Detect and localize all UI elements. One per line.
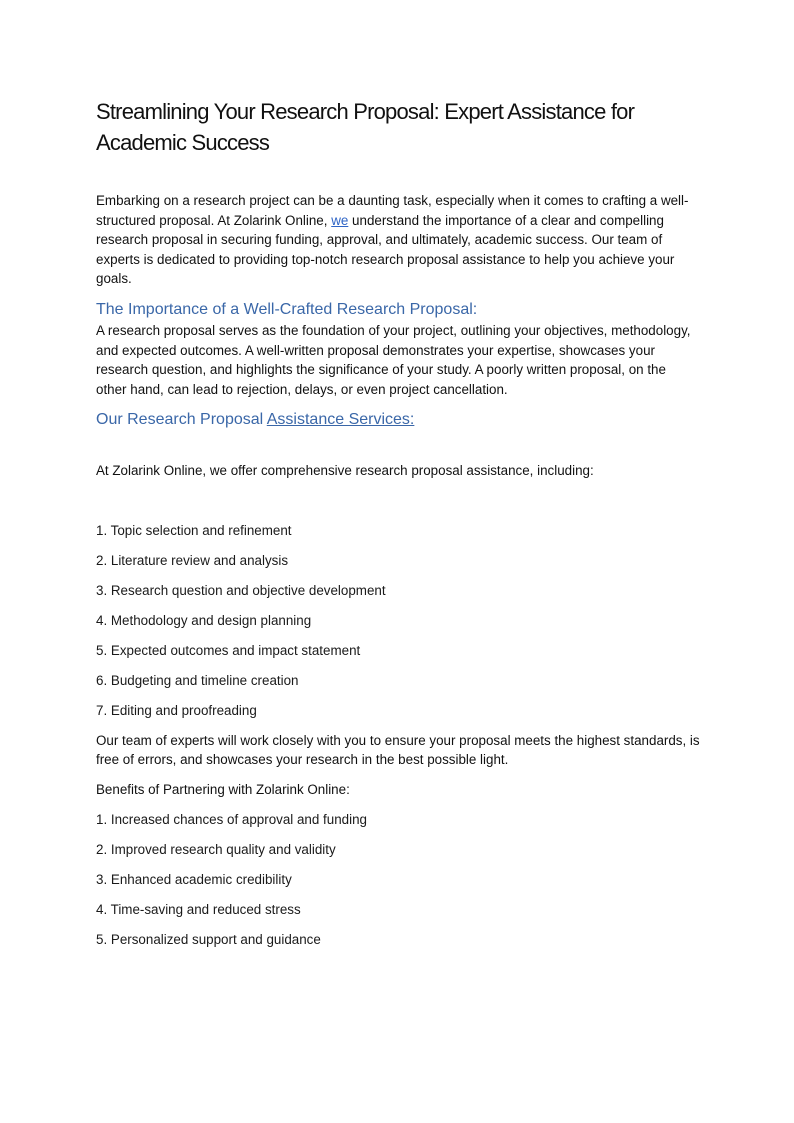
- list-item: 7. Editing and proofreading: [96, 702, 257, 718]
- intro-link-we[interactable]: we: [331, 212, 349, 228]
- importance-paragraph: A research proposal serves as the foundation of your project, outlining your objectives, methodology, and expected outcomes. A well-written proposal demonstrates your expertise, showcases your research question, and highlights the significance of your study. A poorly written proposal, on the other hand, can lead to rejection, delays, or even project cancellation.: [96, 322, 691, 397]
- list-item: 3. Enhanced academic credibility: [96, 871, 292, 887]
- importance-heading: The Importance of a Well-Crafted Research Proposal:: [96, 300, 478, 318]
- services-heading-link[interactable]: Assistance Services:: [266, 411, 415, 429]
- benefits-list: [96, 810, 698, 950]
- intro-paragraph: [96, 191, 700, 289]
- list-item: 5. Expected outcomes and impact statement: [96, 642, 361, 658]
- list-item: 6. Budgeting and timeline creation: [96, 672, 299, 688]
- list-item: 5. Personalized support and guidance: [96, 931, 321, 947]
- list-item: 2. Literature review and analysis: [96, 552, 289, 568]
- intro-text-after-link: understand the importance of a clear and compelling research proposal in securing funding, approval, and ultimately, academic success. Our team of experts is dedicated to providing top-notch research proposal assistance to help you achieve your goals.: [96, 212, 675, 287]
- document-title: Streamlining Your Research Proposal: Expert Assistance for Academic Success: [96, 99, 635, 155]
- intro-text-before-link: Embarking on a research project can be a daunting task, especially when it comes to crafting a well-structured proposal. At Zolarink Online,: [96, 193, 689, 228]
- list-item: 1. Increased chances of approval and funding: [96, 811, 367, 827]
- list-item: 4. Time-saving and reduced stress: [96, 901, 301, 917]
- offer-paragraph: At Zolarink Online, we offer comprehensive research proposal assistance, including:: [96, 463, 594, 479]
- services-list: [96, 521, 698, 721]
- list-item: 3. Research question and objective development: [96, 582, 386, 598]
- services-heading: [96, 409, 698, 431]
- list-item: 1. Topic selection and refinement: [96, 522, 292, 538]
- list-item: 4. Methodology and design planning: [96, 612, 312, 628]
- list-item: 2. Improved research quality and validity: [96, 841, 336, 857]
- outro-paragraph: Our team of experts will work closely with you to ensure your proposal meets the highest standards, is free of errors, and showcases your research in the best possible light.: [96, 732, 700, 768]
- benefits-title: Benefits of Partnering with Zolarink Online:: [96, 782, 350, 798]
- services-heading-text: Our Research Proposal: [96, 411, 267, 429]
